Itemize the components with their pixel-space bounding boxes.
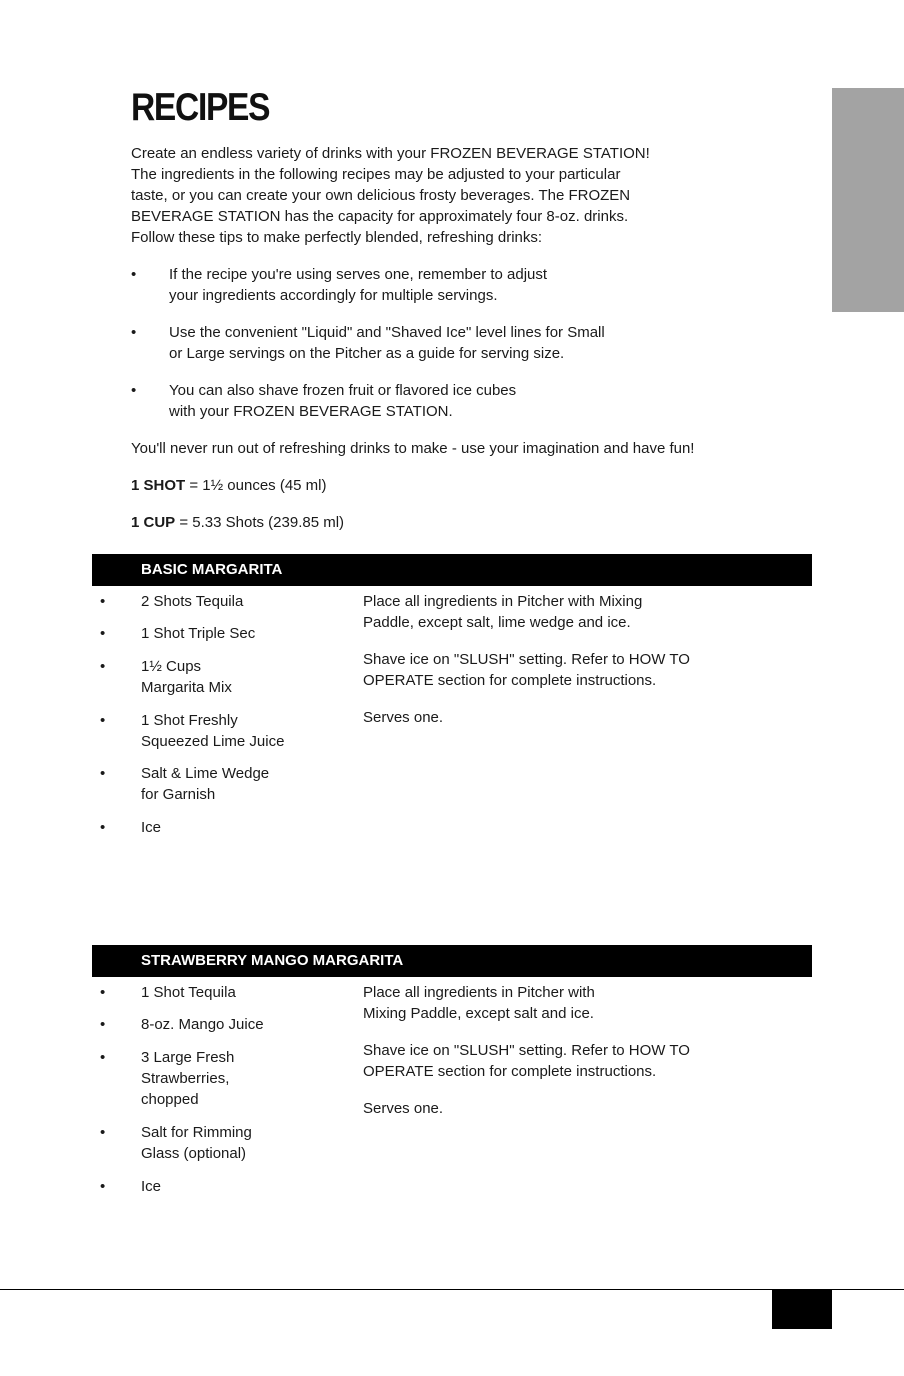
bullet-icon: • (131, 382, 137, 399)
cup-measure-value: = 5.33 Shots (239.85 ml) (175, 514, 345, 531)
shot-measure-label: 1 SHOT (131, 477, 186, 494)
shot-measure-value: = 1½ ounces (45 ml) (185, 477, 327, 494)
intro-paragraph: Create an endless variety of drinks with your FROZEN BEVERAGE STATION! The ingredients in the following recipes may be adjusted to your particular taste, or you can create your own delicious frosty beverages. The FROZEN BEVERAGE STATION has the capacity for approximately four 8-oz. drinks. Follow these tips to make perfectly blended, refreshing drinks: (131, 145, 650, 246)
bullet-icon: • (100, 593, 106, 610)
instruction-list (363, 591, 763, 744)
instruction-text: Shave ice on "SLUSH" setting. Refer to HOW TO OPERATE section for complete instructions. (363, 1042, 690, 1080)
ingredient-item (92, 763, 332, 817)
footer-rule (0, 1289, 904, 1290)
ingredient-item (92, 656, 332, 710)
ingredient-item (92, 1122, 332, 1176)
tip-text: Use the convenient "Liquid" and "Shaved Ice" level lines for Small or Large servings on the Pitcher as a guide for serving size. (169, 324, 605, 362)
cup-measure-label: 1 CUP (131, 514, 176, 531)
bullet-icon: • (100, 712, 106, 729)
shot-measure (131, 475, 327, 496)
bullet-icon: • (131, 324, 137, 341)
tip-text: You can also shave frozen fruit or flavored ice cubes with your FROZEN BEVERAGE STATION. (169, 382, 517, 420)
tip-item (131, 322, 771, 380)
bullet-icon: • (100, 765, 106, 782)
tip-item (131, 264, 771, 322)
bullet-icon: • (100, 625, 106, 642)
ingredient-text: 8-oz. Mango Juice (141, 1016, 264, 1033)
ingredient-item (92, 817, 332, 839)
bullet-icon: • (100, 658, 106, 675)
instruction-text: Serves one. (363, 1100, 444, 1117)
ingredient-list (92, 591, 332, 839)
ingredient-text: 1½ Cups Margarita Mix (141, 658, 232, 696)
instruction-list (363, 982, 763, 1135)
instruction-text: Shave ice on "SLUSH" setting. Refer to HOW TO OPERATE section for complete instructions. (363, 651, 690, 689)
recipe-title: BASIC MARGARITA (141, 561, 283, 578)
tip-text: If the recipe you're using serves one, remember to adjust your ingredients accordingly for multiple servings. (169, 266, 548, 304)
ingredient-text: Ice (141, 819, 162, 836)
ingredient-item (92, 1014, 332, 1047)
bullet-icon: • (100, 1178, 106, 1195)
ingredient-text: Salt & Lime Wedge for Garnish (141, 765, 270, 803)
ingredient-item (92, 1176, 332, 1198)
bullet-icon: • (100, 984, 106, 1001)
recipe-title: STRAWBERRY MANGO MARGARITA (141, 952, 404, 969)
bullet-icon: • (100, 819, 106, 836)
cup-measure (131, 512, 344, 533)
closing-text: You'll never run out of refreshing drinks to make - use your imagination and have fun! (131, 440, 695, 457)
bullet-icon: • (100, 1124, 106, 1141)
ingredient-item (92, 982, 332, 1014)
ingredient-item (92, 710, 332, 763)
ingredient-list (92, 982, 332, 1198)
ingredient-text: 3 Large Fresh Strawberries, chopped (141, 1049, 235, 1108)
bullet-icon: • (100, 1016, 106, 1033)
ingredient-item (92, 623, 332, 656)
bullet-icon: • (131, 266, 137, 283)
ingredient-text: 1 Shot Tequila (141, 984, 236, 1001)
ingredient-text: 1 Shot Triple Sec (141, 625, 256, 642)
recipe-header-bar (92, 554, 812, 586)
ingredient-item (92, 591, 332, 623)
page-title: RECIPES (131, 86, 270, 129)
tips-list (131, 264, 771, 438)
section-side-tab (832, 88, 904, 312)
instruction-text: Serves one. (363, 709, 444, 726)
ingredient-text: 1 Shot Freshly Squeezed Lime Juice (141, 712, 285, 750)
ingredient-text: 2 Shots Tequila (141, 593, 244, 610)
tip-item (131, 380, 771, 438)
ingredient-item (92, 1047, 332, 1122)
instruction-text: Place all ingredients in Pitcher with Mixing Paddle, except salt and ice. (363, 984, 595, 1022)
page-number-box (772, 1289, 832, 1329)
ingredient-text: Salt for Rimming Glass (optional) (141, 1124, 252, 1162)
bullet-icon: • (100, 1049, 106, 1066)
instruction-text: Place all ingredients in Pitcher with Mixing Paddle, except salt, lime wedge and ice. (363, 593, 643, 631)
recipe-header-bar (92, 945, 812, 977)
ingredient-text: Ice (141, 1178, 162, 1195)
